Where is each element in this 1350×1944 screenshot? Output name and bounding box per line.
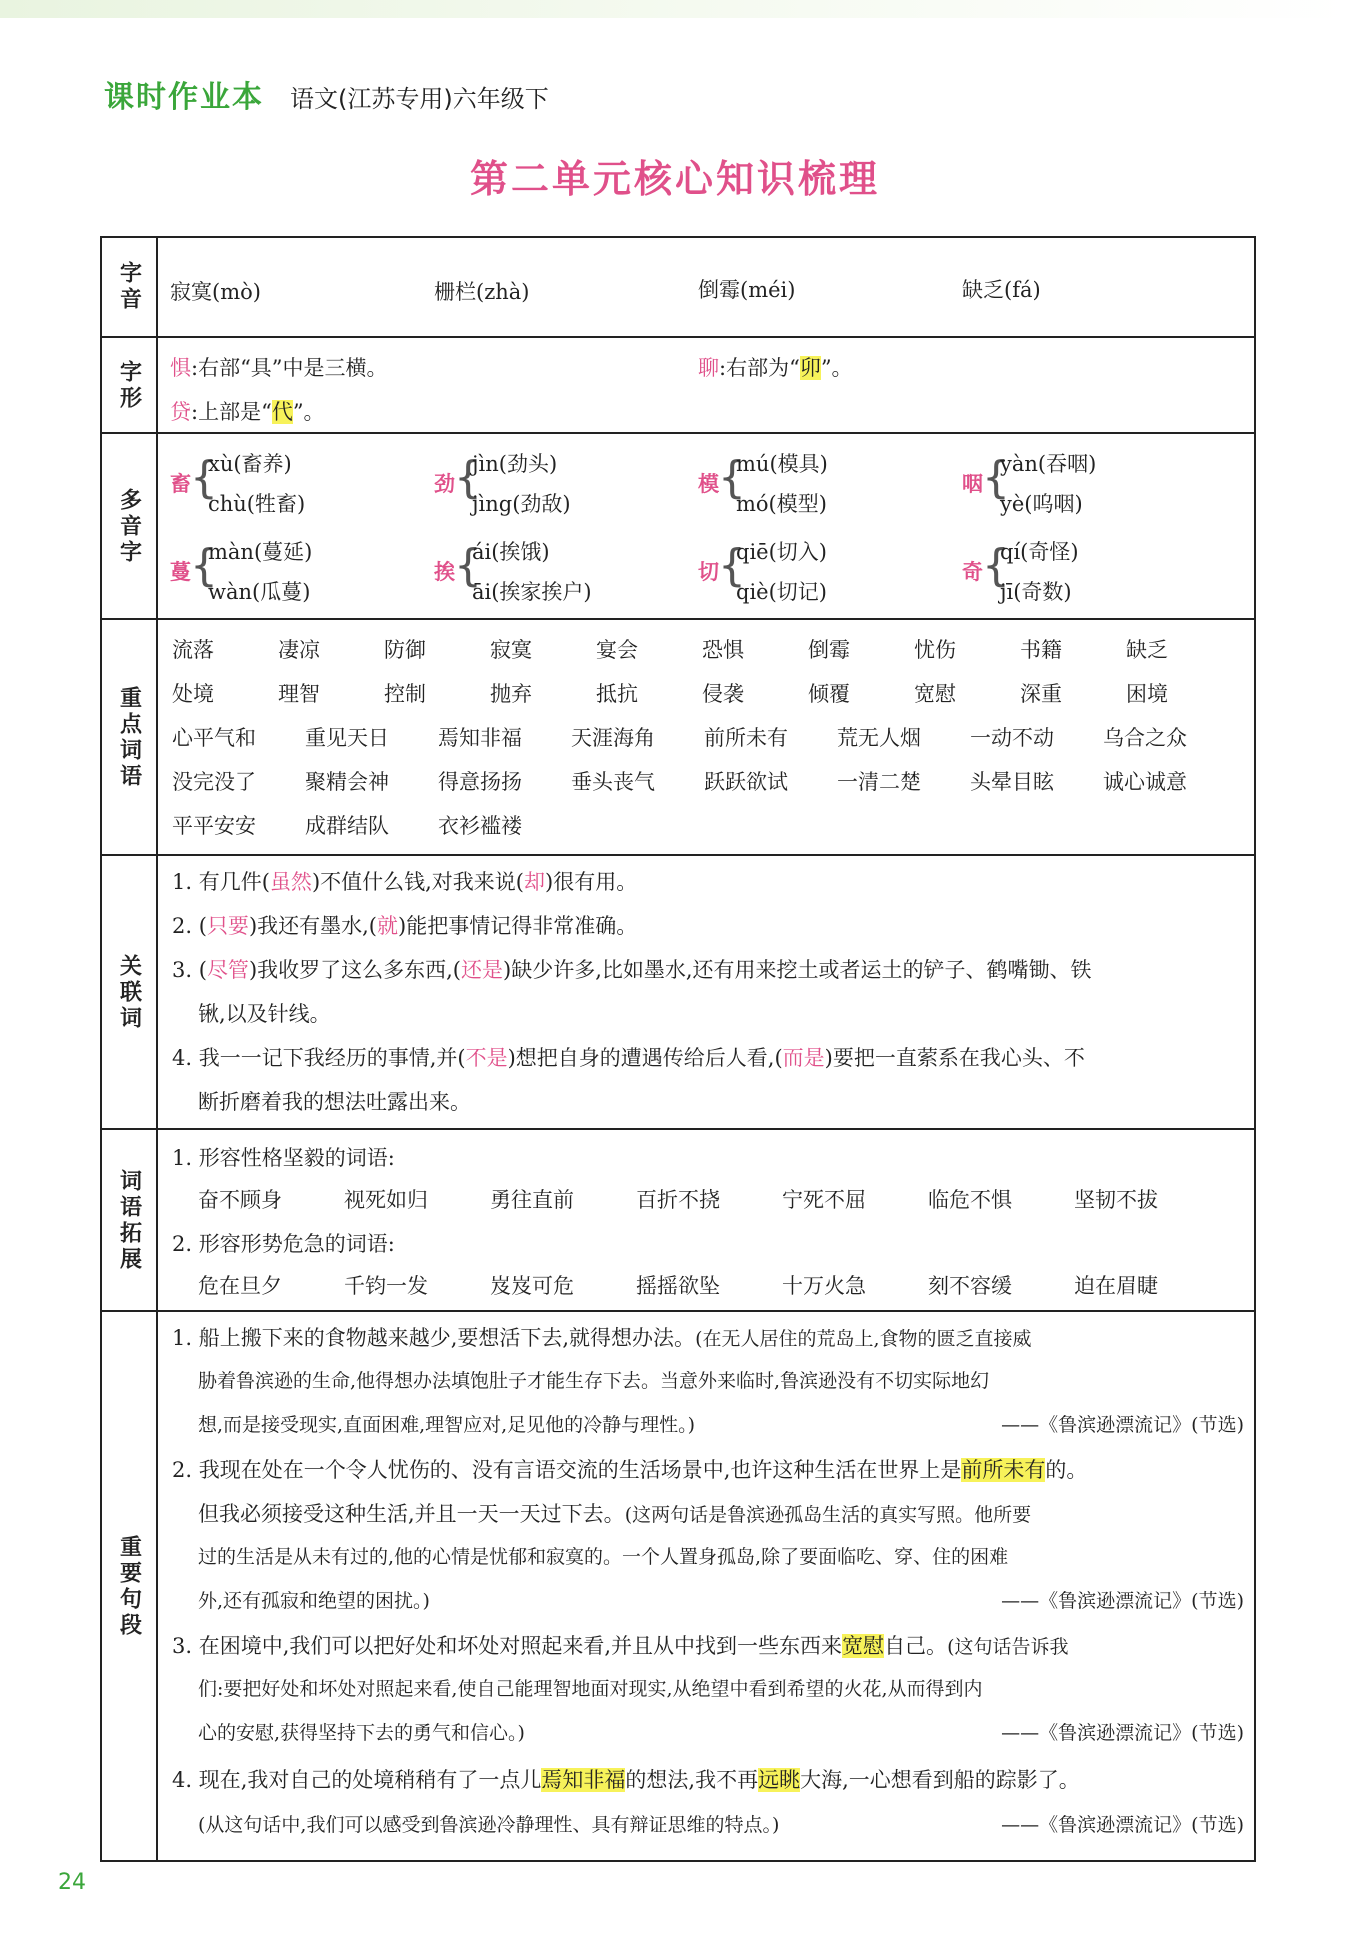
glyph-note: 聊:右部为“卯”。: [698, 356, 853, 380]
pronunciation-item: 栅栏(zhà): [434, 280, 530, 304]
conjunction-sentence: 1. 有几件(虽然)不值什么钱,对我来说(却)很有用。: [172, 870, 638, 894]
passage-note: 外,还有孤寂和绝望的困扰。): [198, 1590, 430, 1612]
pronunciation-item: 寂寞(mò): [170, 280, 261, 304]
row-duo-yin-zi: [102, 432, 1254, 620]
glyph-note: 贷:上部是“代”。: [170, 400, 325, 424]
page-title: 第二单元核心知识梳理: [469, 157, 880, 201]
page-number: 24: [58, 1870, 86, 1895]
polyphone-item: 挨 { ái(挨饿) āi(挨家挨户): [434, 540, 592, 604]
conjunction-sentence: 4. 我一一记下我经历的事情,并(不是)想把自身的遭遇传给后人看,(而是)要把一直萦系在我心头、不: [172, 1046, 1085, 1070]
row-zhong-yao-ju-duan: [102, 1310, 1254, 1862]
glyph-note: 惧:右部“具”中是三横。: [170, 356, 388, 380]
conjunction-sentence: 3. (尽管)我收罗了这么多东西,(还是)缺少许多,比如墨水,还有用来挖土或者运土的铲子、鹤嘴锄、铁: [172, 958, 1092, 982]
knowledge-table: [100, 236, 1256, 1862]
row-ci-yu-tuo-zhan: 词语拓展 1. 形容性格坚毅的词语: 奋不顾身 视死如归 勇往直前 百折不挠 宁死不屈 临危不惧 坚韧不拔 2. 形容形势危急的词语: 危在旦夕 千钧一发 岌岌可危 摇摇欲坠 十万火急 刻不容缓 迫在眉睫: [102, 1128, 1254, 1312]
brand-title: 课时作业本: [104, 80, 264, 115]
row-guan-lian-ci: [102, 854, 1254, 1130]
row-zi-xing: [102, 336, 1254, 434]
passage-note: 们:要把好处和坏处对照起来看,使自己能理智地面对现实,从绝望中看到希望的火花,从而得到内: [198, 1678, 983, 1700]
pronunciation-item: 缺乏(fá): [962, 278, 1041, 302]
row-label: 字形: [102, 338, 158, 434]
passage-note: (从这句话中,我们可以感受到鲁滨逊冷静理性、具有辩证思维的特点。): [198, 1814, 780, 1836]
row-label: 关联词: [102, 856, 158, 1130]
page-header: [104, 72, 549, 115]
passage-source: ——《鲁滨逊漂流记》(节选): [1001, 1722, 1244, 1744]
passage-note: 过的生活是从未有过的,他的心情是忧郁和寂寞的。一个人置身孤岛,除了要面临吃、穿、住的困难: [198, 1546, 1009, 1568]
extension-question: 2. 形容形势危急的词语:: [172, 1232, 395, 1256]
polyphone-item: 切 { qiē(切入) qiè(切记): [698, 540, 827, 604]
polyphone-item: 咽 { yàn(吞咽) yè(呜咽): [962, 452, 1097, 516]
extension-question: 1. 形容性格坚毅的词语:: [172, 1146, 395, 1170]
passage-note: 想,而是接受现实,直面困难,理智应对,足见他的冷静与理性。): [198, 1414, 696, 1436]
top-decoration-bar: [0, 0, 1350, 18]
polyphone-item: 畜 { xù(畜养) chù(牲畜): [170, 452, 306, 516]
polyphone-item: 蔓 { màn(蔓延) wàn(瓜蔓): [170, 540, 313, 604]
passage-source: ——《鲁滨逊漂流记》(节选): [1001, 1590, 1244, 1612]
conjunction-sentence: 2. (只要)我还有墨水,(就)能把事情记得非常准确。: [172, 914, 638, 938]
row-label: 多音字: [102, 434, 158, 620]
pronunciation-item: 倒霉(méi): [698, 278, 796, 302]
row-label: 重点词语: [102, 620, 158, 856]
subject-label: 语文(江苏专用)六年级下: [290, 85, 549, 113]
polyphone-item: 奇 { qí(奇怪) jī(奇数): [962, 540, 1079, 604]
passage-source: ——《鲁滨逊漂流记》(节选): [1001, 1414, 1244, 1436]
conjunction-sentence-cont: 锹,以及针线。: [198, 1002, 331, 1026]
row-label: 字音: [102, 238, 158, 336]
key-passage: 1. 船上搬下来的食物越来越少,要想活下去,就得想办法。(在无人居住的荒岛上,食物的匮乏直接威: [172, 1326, 1032, 1350]
key-passage: 4. 现在,我对自己的处境稍稍有了一点儿焉知非福的想法,我不再远眺大海,一心想看到船的踪影了。: [172, 1768, 1080, 1792]
key-passage: 2. 我现在处在一个令人忧伤的、没有言语交流的生活场景中,也许这种生活在世界上是前所未有的。: [172, 1458, 1088, 1482]
key-passage-cont: 但我必须接受这种生活,并且一天一天过下去。(这两句话是鲁滨逊孤岛生活的真实写照。他所要: [198, 1502, 1032, 1526]
passage-note: 胁着鲁滨逊的生命,他得想办法填饱肚子才能生存下去。当意外来临时,鲁滨逊没有不切实际地幻: [198, 1370, 990, 1392]
key-passage: 3. 在困境中,我们可以把好处和坏处对照起来看,并且从中找到一些东西来宽慰自己。(这句话告诉我: [172, 1634, 1069, 1658]
conjunction-sentence-cont: 断折磨着我的想法吐露出来。: [198, 1090, 471, 1114]
polyphone-item: 劲 { jìn(劲头) jìng(劲敌): [434, 452, 571, 516]
row-zi-yin: [102, 238, 1254, 336]
row-label: 重要句段: [102, 1312, 158, 1862]
passage-source: ——《鲁滨逊漂流记》(节选): [1001, 1814, 1244, 1836]
polyphone-item: 模 { mú(模具) mó(模型): [698, 452, 828, 516]
passage-note: 心的安慰,获得坚持下去的勇气和信心。): [198, 1722, 525, 1744]
row-label: 词语拓展: [102, 1130, 158, 1312]
row-zhong-dian-ci-yu: 重点词语 流落 凄凉 防御 寂寞 宴会 恐惧 倒霉 忧伤 书籍 缺乏 处境 理智 控制 抛弃 抵抗 侵袭 倾覆 宽慰 深重 困境 心平气和 重见天日 焉知非福 天涯海角 前所未有 荒无人烟 一动不动 乌合之众 没完没了 聚精会神 得意扬扬 垂头丧气 跃跃欲试 一清二楚 头晕目眩 诚心诚意 平平安安 成群结队 衣衫褴褛: [102, 618, 1254, 856]
